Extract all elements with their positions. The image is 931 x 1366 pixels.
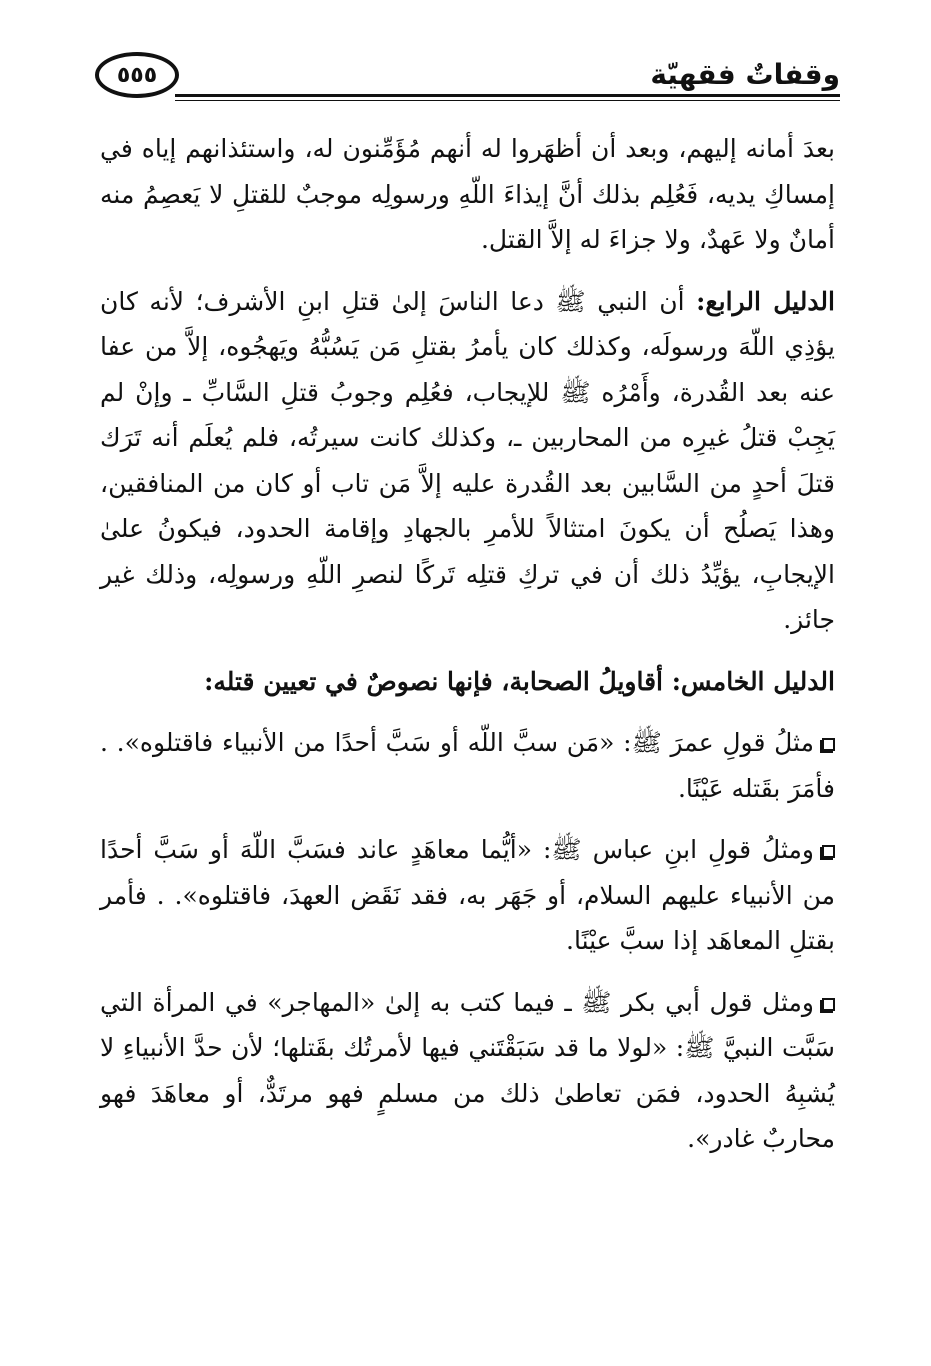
paragraph-gap [100, 643, 835, 659]
header-rule-thin [175, 100, 840, 101]
page-number-badge [95, 52, 179, 98]
paragraph-evidence-4 [100, 279, 835, 643]
page-header [95, 50, 840, 120]
quote-item-abu-bakr [100, 980, 835, 1162]
quote-umar-text: مثلُ قولِ عمرَ ﷺ: «مَن سبَّ اللّه أو سَبَّ أحدًا من الأنبياء فاقتلوه». . فأمَرَ بقَتله عَيْنًا. [100, 728, 835, 803]
paragraph-1: بعدَ أمانه إليهم، وبعد أن أظهَروا له أنهم مُؤَمِّنون له، واستئذانهم إياه في إمساكِ يديه، فَعُلِم بذلك أنَّ إيذاءَ اللّهِ ورسولِه موجبٌ للقتلِ لا يَعصِمُ منه أمانٌ ولا عَهدٌ، ولا جزاءَ له إلاَّ القتل. [100, 134, 835, 254]
page-number: ٥٥٥ [116, 62, 158, 88]
paragraph-gap [100, 811, 835, 827]
paragraph-gap [100, 704, 835, 720]
quote-ibn-abbas-text: ومثلُ قولِ ابنِ عباس ﷺ: «أيُّما معاهَدٍ عاند فسَبَّ اللّهَ أو سَبَّ أحدًا من الأنبياء عليهم السلام، أو جَهَر به، فقد نَقَض العهدَ، فاقتلوه». . فأمر بقتلِ المعاهَد إذا سبَّ عيْنًا. [100, 835, 835, 955]
square-bullet-icon [822, 738, 835, 751]
header-rule [175, 94, 840, 97]
square-bullet-icon [822, 845, 835, 858]
evidence-5-heading: الدليل الخامس: أقاويلُ الصحابة، فإنها نصوصٌ في تعيين قتله: [204, 666, 835, 696]
page-body [100, 126, 835, 1162]
quote-abu-bakr-text: ومثل قول أبي بكر ﷺ ـ فيما كتب به إلىٰ «المهاجر» في المرأة التي سَبَّت النبيَّ ﷺ: «لولا ما قد سَبَقْتَني فيها لأمرتُك بقَتلها؛ لأن حدَّ الأنبياءِ لا يُشبِهُ الحدود، فمَن تعاطىٰ ذلك من مسلمٍ فهو مرتَدٌّ، أو معاهَدَ فهو محاربٌ غادر». [100, 987, 835, 1153]
square-bullet-icon [822, 998, 835, 1011]
running-title: وقفاتٌ فقهيّة [650, 58, 840, 91]
paragraph-gap [100, 263, 835, 279]
quote-item-ibn-abbas [100, 827, 835, 964]
evidence-4-text: أن النبي ﷺ دعا الناسَ إلىٰ قتلِ ابنِ الأشرف؛ لأنه كان يؤذِي اللّهَ ورسولَه، وكذلك كان يأمرُ بقتلِ مَن يَسُبُّهُ ويَهجُوه، إلاَّ من عفا عنه بعد القُدرة، وأَمْرُه ﷺ للإيجاب، فعُلِم وجوبُ قتلِ السَّابِّ ـ وإنْ لم يَجِبْ قتلُ غيرِه من المحاربين ـ، وكذلك كانت سيرتُه، فلم يُعلَم أنه تَرَك قتلَ أحدٍ من السَّابين بعد القُدرة عليه إلاَّ مَن تاب أو كان من المنافقين، وهذا يَصلُح أن يكونَ امتثالاً للأمرِ بالجهادِ وإقامة الحدود، فيكونُ علىٰ الإيجابِ، يؤيِّدُ ذلك أن في تركِ قتلِه تَركًا لنصرِ اللّهِ ورسولِه، وذلك غير جائز. [100, 286, 835, 634]
paragraph-gap [100, 964, 835, 980]
quote-item-umar [100, 720, 835, 811]
evidence-4-lead: الدليل الرابع: [696, 286, 835, 316]
